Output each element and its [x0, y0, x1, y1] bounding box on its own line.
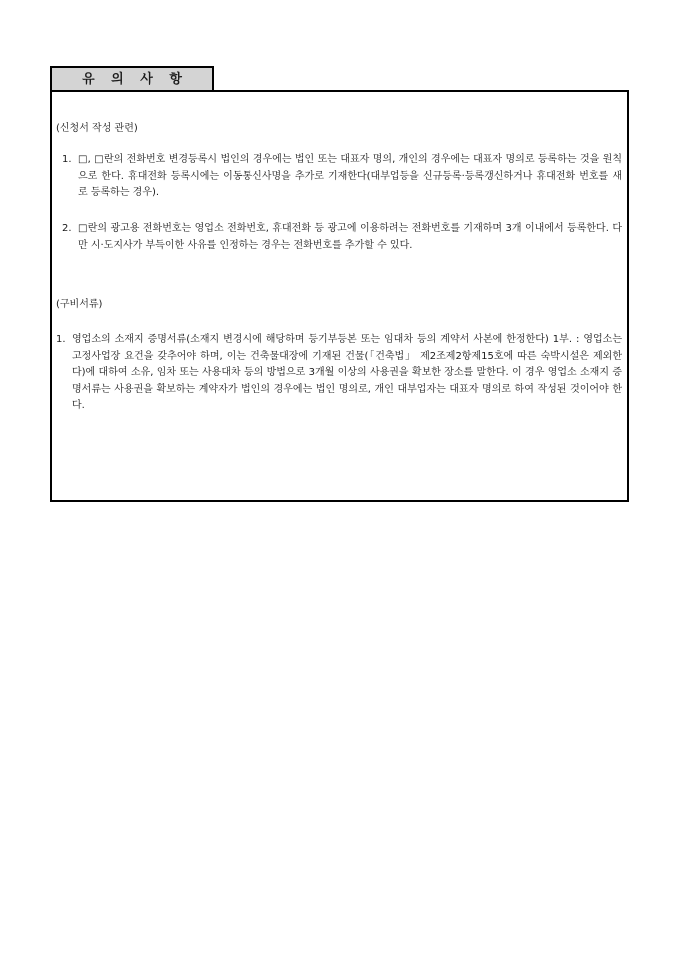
- item-number: 2.: [62, 223, 72, 234]
- notice-item-1: [62, 152, 622, 202]
- notice-item-2: [62, 221, 622, 254]
- item-number: 1.: [56, 334, 66, 345]
- notice-title-tab: 유 의 사 항: [50, 66, 214, 90]
- section-heading-documents: (구비서류): [56, 299, 103, 310]
- document-item-1: [56, 332, 622, 415]
- item-text: □, □란의 전화번호 변경등록시 법인의 경우에는 법인 또는 대표자 명의, 개인의 경우에는 대표자 명의로 등록하는 것을 원칙으로 한다. 휴대전화 등록시에는 이동통신사명을 추가로 기재한다(대부업등을 신규등록·등록갱신하거나 휴대전화 번호를 새로 등록하는 경우).: [78, 154, 622, 198]
- notice-box: [50, 90, 629, 502]
- item-number: 1.: [62, 154, 72, 165]
- item-text: 영업소의 소재지 증명서류(소재지 변경시에 해당하며 등기부등본 또는 임대차 등의 계약서 사본에 한정한다) 1부. : 영업소는 고정사업장 요건을 갖추어야 하며, 이는 건축물대장에 기재된 건물(「건축법」 제2조제2항제15호에 따른 숙박시설은 제외한다)에 대하여 소유, 임차 또는 사용대차 등의 방법으로 3개월 이상의 사용권을 확보한 장소를 말한다. 이 경우 영업소 소재지 증명서류는 사용권을 확보하는 계약자가 법인의 경우에는 법인 명의로, 개인 대부업자는 대표자 명의로 하여 작성된 것이어야 한다.: [72, 334, 622, 411]
- section-heading-application: (신청서 작성 관련): [56, 123, 138, 134]
- item-text: □란의 광고용 전화번호는 영업소 전화번호, 휴대전화 등 광고에 이용하려는 전화번호를 기재하며 3개 이내에서 등록한다. 다만 시·도지사가 부득이한 사유를 인정하는 경우는 전화번호를 추가할 수 있다.: [78, 223, 622, 251]
